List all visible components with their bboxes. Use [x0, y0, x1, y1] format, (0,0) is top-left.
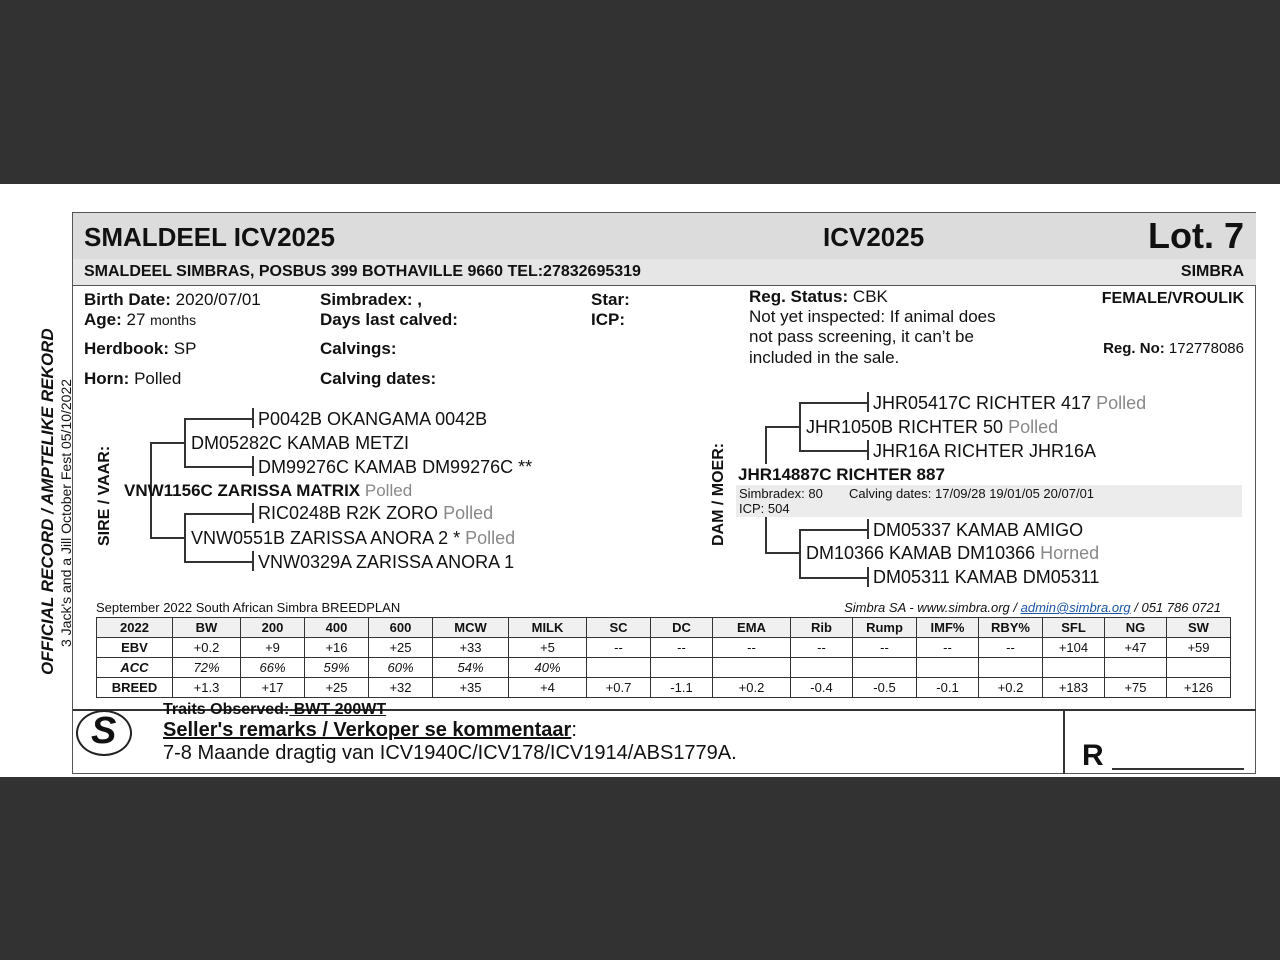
breedplan-cell: SW: [1167, 618, 1231, 638]
breedplan-cell: [1105, 658, 1167, 678]
dam-sire-branch-line: [799, 450, 867, 452]
dam-dam-sire: DM05337 KAMAB AMIGO: [873, 520, 1084, 540]
breedplan-row: [97, 678, 1231, 698]
price-box-divider: [1063, 709, 1065, 774]
breedplan-cell: 54%: [433, 658, 509, 678]
seller-remarks-text: 7-8 Maande dragtig van ICV1940C/ICV178/ICV1914/ABS1779A.: [163, 742, 737, 764]
breedplan-row-label: BREED: [97, 678, 173, 698]
dam-sire-sire: JHR05417C RICHTER 417 Polled: [873, 393, 1147, 413]
sire-dam-sire: RIC0248B R2K ZORO Polled: [258, 503, 494, 523]
breedplan-cell: +5: [509, 638, 587, 658]
breedplan-cell: --: [651, 638, 713, 658]
traits-observed: Traits Observed: BWT 200WT: [163, 701, 387, 718]
seller-remarks-heading: Seller's remarks / Verkoper se kommentaar:: [163, 719, 577, 741]
breedplan-cell: --: [713, 638, 791, 658]
breedplan-row: [97, 658, 1231, 678]
breedplan-cell: RBY%: [979, 618, 1043, 638]
calving-dates-label: Calving dates:: [320, 369, 437, 388]
breedplan-cell: --: [853, 638, 917, 658]
tick-line: [252, 408, 254, 428]
sire-sire-branch-line: [184, 418, 252, 420]
sire-sire-dam: DM99276C KAMAB DM99276C **: [258, 457, 533, 477]
breedplan-cell: [1043, 658, 1105, 678]
days-last-calved-label: Days last calved:: [320, 310, 458, 329]
breedplan-cell: +35: [433, 678, 509, 698]
breedplan-cell: +32: [369, 678, 433, 698]
breedplan-row-label: EBV: [97, 638, 173, 658]
sire-sire: DM05282C KAMAB METZI: [191, 433, 410, 453]
breedplan-cell: Rump: [853, 618, 917, 638]
breedplan-cell: -0.5: [853, 678, 917, 698]
tick-line: [867, 519, 869, 539]
dam-icp: ICP: 504: [739, 501, 790, 516]
breedplan-cell: +16: [305, 638, 369, 658]
breedplan-cell: 66%: [241, 658, 305, 678]
breedplan-cell: +33: [433, 638, 509, 658]
breedplan-cell: -1.1: [651, 678, 713, 698]
reg-status: Reg. Status: CBK: [749, 287, 888, 306]
tick-line: [867, 392, 869, 412]
breedplan-row-label: ACC: [97, 658, 173, 678]
dam-calving-dates: Calving dates: 17/09/28 19/01/05 20/07/01: [849, 486, 1095, 501]
breedplan-cell: [979, 658, 1043, 678]
breedplan-cell: IMF%: [917, 618, 979, 638]
breedplan-cell: [853, 658, 917, 678]
breedplan-cell: +1.3: [173, 678, 241, 698]
dam-simbradex: Simbradex: 80: [739, 486, 823, 501]
breedplan-cell: 200: [241, 618, 305, 638]
dam-dam-bracket-line: [799, 529, 801, 577]
simbradex-label: Simbradex: ,: [320, 290, 423, 309]
dam-branch-line: [765, 552, 799, 554]
breedplan-cell: +17: [241, 678, 305, 698]
sire-dam: VNW0551B ZARISSA ANORA 2 * Polled: [191, 528, 516, 548]
breedplan-cell: BW: [173, 618, 241, 638]
calvings-label: Calvings:: [320, 339, 397, 358]
sire-dam-bracket-line: [184, 513, 186, 561]
breedplan-cell: -0.4: [791, 678, 853, 698]
reg-note-line-3: included in the sale.: [749, 348, 900, 367]
sex-label: FEMALE/VROULIK: [1101, 290, 1244, 307]
breedplan-cell: +104: [1043, 638, 1105, 658]
breedplan-cell: 60%: [369, 658, 433, 678]
tick-line: [867, 567, 869, 587]
breedplan-cell: SFL: [1043, 618, 1105, 638]
birth-date: Birth Date: 2020/07/01: [84, 290, 261, 309]
breedplan-cell: +25: [369, 638, 433, 658]
tick-line: [252, 503, 254, 523]
breedplan-cell: --: [979, 638, 1043, 658]
breedplan-cell: 40%: [509, 658, 587, 678]
breedplan-cell: --: [917, 638, 979, 658]
breedplan-cell: DC: [651, 618, 713, 638]
simbra-logo-icon: [76, 710, 132, 756]
breed-label: SIMBRA: [1180, 263, 1244, 280]
breedplan-cell: +59: [1167, 638, 1231, 658]
horn-status: Horn: Polled: [84, 369, 182, 388]
breedplan-cell: 72%: [173, 658, 241, 678]
tick-line: [867, 440, 869, 460]
price-label: R: [1082, 739, 1104, 772]
breedplan-header-row: [97, 618, 1231, 638]
sire-section-label: SIRE / VAAR:: [96, 445, 113, 546]
dam-dam: DM10366 KAMAB DM10366 Horned: [806, 543, 1100, 563]
breedplan-cell: +0.2: [713, 678, 791, 698]
breedplan-caption: September 2022 South African Simbra BREEDPLAN: [96, 600, 401, 615]
breedplan-cell: +183: [1043, 678, 1105, 698]
breedplan-cell: MCW: [433, 618, 509, 638]
tick-line: [252, 551, 254, 571]
breedplan-cell: [651, 658, 713, 678]
breedplan-cell: [713, 658, 791, 678]
dam-dam-branch-line: [799, 577, 867, 579]
dam-lower-line: [765, 517, 767, 553]
sire-dam-branch-line: [184, 561, 252, 563]
breedplan-cell: +47: [1105, 638, 1167, 658]
breedplan-cell: +0.2: [979, 678, 1043, 698]
sire-name: VNW1156C ZARISSA MATRIX Polled: [124, 481, 413, 500]
tick-line: [252, 456, 254, 476]
breedplan-cell: [1167, 658, 1231, 678]
reg-note-line-2: not pass screening, it can’t be: [749, 327, 974, 346]
herdbook: Herdbook: SP: [84, 339, 197, 358]
seller-address: SMALDEEL SIMBRAS, POSBUS 399 BOTHAVILLE 9660 TEL:27832695319: [84, 263, 641, 280]
breedplan-cell: +75: [1105, 678, 1167, 698]
breedplan-cell: --: [791, 638, 853, 658]
dam-dam-branch-line: [799, 529, 867, 531]
breedplan-cell: MILK: [509, 618, 587, 638]
icp-label: ICP:: [591, 310, 625, 329]
dam-sire-branch-line: [799, 402, 867, 404]
dam-dam-dam: DM05311 KAMAB DM05311: [873, 567, 1100, 587]
breedplan-cell: +25: [305, 678, 369, 698]
sire-sire-sire: P0042B OKANGAMA 0042B: [258, 409, 488, 429]
age: Age: 27 months: [84, 310, 197, 329]
breedplan-cell: 400: [305, 618, 369, 638]
dam-section-label: DAM / MOER:: [710, 442, 727, 546]
reg-note-line-1: Not yet inspected: If animal does: [749, 307, 996, 326]
breedplan-cell: +0.2: [173, 638, 241, 658]
sire-branch-line: [150, 442, 184, 444]
breedplan-cell: +126: [1167, 678, 1231, 698]
sire-dam-branch-line: [184, 513, 252, 515]
dam-sire-bracket-line: [799, 402, 801, 450]
sire-sire-branch-line: [184, 466, 252, 468]
sire-dam-dam: VNW0329A ZARISSA ANORA 1: [258, 552, 515, 572]
breedplan-source: Simbra SA - www.simbra.org / admin@simbra.org / 051 786 0721: [844, 600, 1221, 615]
star-label: Star:: [591, 290, 630, 309]
breedplan-cell: EMA: [713, 618, 791, 638]
dam-sire: JHR1050B RICHTER 50 Polled: [806, 417, 1059, 437]
breedplan-row-label: 2022: [97, 618, 173, 638]
breedplan-cell: Rib: [791, 618, 853, 638]
price-blank-line: [1112, 768, 1244, 770]
breedplan-cell: 600: [369, 618, 433, 638]
breedplan-cell: SC: [587, 618, 651, 638]
event-label: 3 Jack's and a Jill October Fest 05/10/2022: [58, 378, 74, 647]
breedplan-cell: 59%: [305, 658, 369, 678]
dam-sire-dam: JHR16A RICHTER JHR16A: [873, 441, 1097, 461]
breedplan-row: [97, 638, 1231, 658]
breedplan-cell: NG: [1105, 618, 1167, 638]
breedplan-cell: +9: [241, 638, 305, 658]
dam-branch-line: [765, 426, 799, 428]
breedplan-cell: [791, 658, 853, 678]
breedplan-cell: -0.1: [917, 678, 979, 698]
sire-sire-bracket-line: [184, 418, 186, 466]
lot-number: Lot. 7: [1148, 215, 1244, 256]
lot-code: ICV2025: [823, 222, 925, 252]
breedplan-cell: [587, 658, 651, 678]
simbra-email-link[interactable]: admin@simbra.org: [1020, 600, 1131, 615]
official-record-label: OFFICIAL RECORD / AMPTELIKE REKORD: [38, 328, 57, 675]
dam-name: JHR14887C RICHTER 887: [738, 465, 945, 484]
breedplan-cell: --: [587, 638, 651, 658]
breedplan-table: [96, 617, 1231, 698]
lot-title: SMALDEEL ICV2025: [84, 222, 335, 252]
logo-letter: S: [91, 710, 117, 752]
sire-branch-line: [150, 537, 184, 539]
breedplan-cell: +0.7: [587, 678, 651, 698]
breedplan-cell: [917, 658, 979, 678]
reg-number: Reg. No: 172778086: [1103, 340, 1244, 357]
breedplan-cell: +4: [509, 678, 587, 698]
dam-upper-line: [765, 426, 767, 464]
